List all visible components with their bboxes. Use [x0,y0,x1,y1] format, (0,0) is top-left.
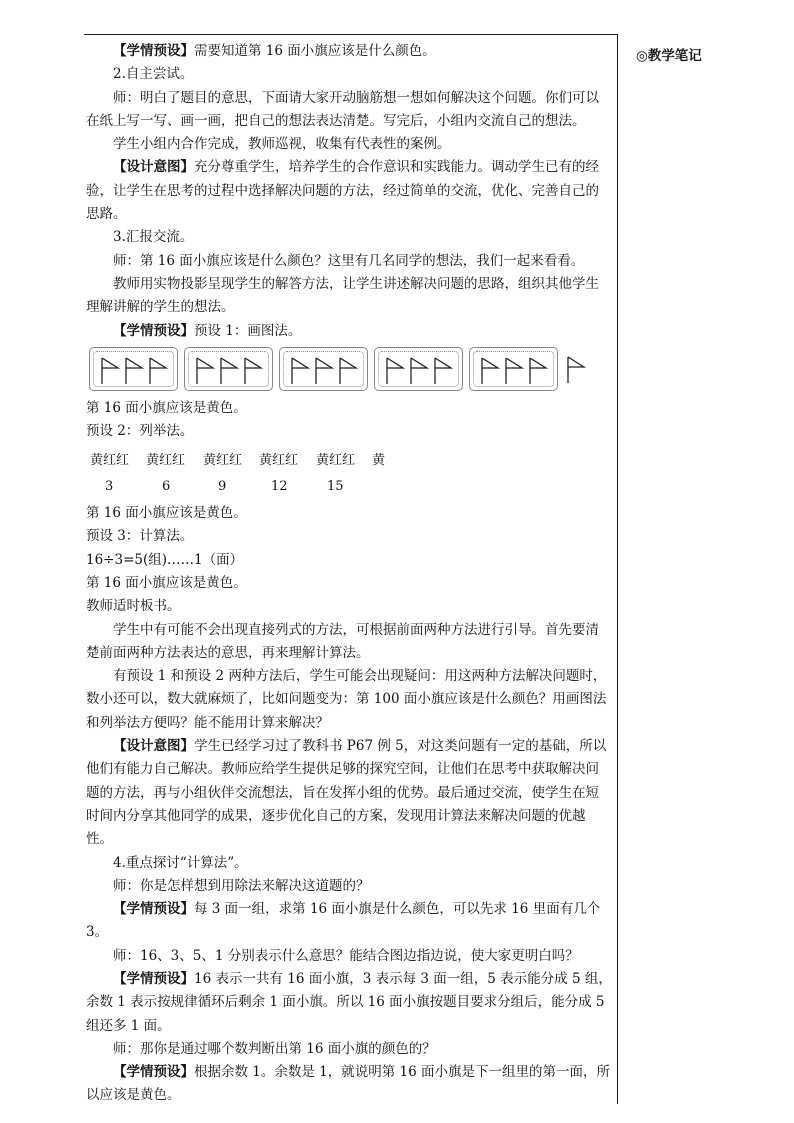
paragraph-13: 预设 3：计算法。 [86,528,194,545]
tag-label: 【设计意图】 [113,738,194,755]
flag-single [564,347,584,391]
paragraph-23: 师：16、3、5、1 分别表示什么意思？能结合图边指边说，使大家更明白吗？ [113,947,579,964]
paragraph-11: 预设 2：列举法。 [86,423,194,440]
paragraph-1: 【学情预设】需要知道第 16 面小旗应该是什么颜色。 [113,43,436,59]
tag-label: 【学情预设】 [113,322,194,339]
top-border [84,34,618,35]
list-item: 黄 [372,453,386,469]
step-4-heading: 4.重点探讨“计算法”。 [113,854,248,871]
tag-label: 【学情预设】 [113,43,194,59]
list-item: 黄红红 [316,453,356,469]
paragraph-21: 师：你是怎样想到用除法来解决这道题的？ [113,877,370,894]
enumeration-row [90,449,612,472]
list-item: 黄红红 [90,453,130,469]
flag-group [89,347,178,391]
flag-icons [193,356,267,386]
paragraph-17: 学生中有可能不会出现直接列式的方法，可根据前面两种方法进行引导。首先要清楚前面两种方法表达的意思，再来理解计算法。 [86,621,599,661]
step-2-heading: 2.自主尝试。 [113,66,194,83]
tag-label: 【设计意图】 [113,159,194,176]
count-value: 15 [327,478,344,494]
lesson-content [86,40,612,1108]
paragraph-25: 师：那你是通过哪个数判断出第 16 面小旗的颜色的？ [113,1040,436,1057]
step-3-heading: 3.汇报交流。 [113,229,194,246]
flag-icon [564,347,586,391]
paragraph-16: 教师适时板书。 [86,598,181,615]
teaching-notes-heading: ◎教学笔记 [636,48,702,64]
flag-group [469,347,558,391]
enumeration-count-row [90,475,612,498]
tag-label: 【学情预设】 [113,1064,194,1081]
flag-icons [288,356,362,386]
flag-group [279,347,368,391]
paragraph-9: 【学情预设】预设 1：画图法。 [113,322,302,339]
paragraph-22: 【学情预设】每 3 面一组，求第 16 面小旗是什么颜色，可以先求 16 里面有几个 3。 [86,901,601,941]
flag-icons [98,356,172,386]
paragraph-4: 学生小组内合作完成，教师巡视，收集有代表性的案例。 [113,136,451,153]
division-equation: 16÷3=5(组)……1（面） [86,551,244,568]
flag-group [184,347,273,391]
paragraph-19: 【设计意图】学生已经学习过了教科书 P67 例 5，对这类问题有一定的基础，所以他们有能力自己解决。教师应给学生提供足够的探究空间，让他们在思考中获取解决问题的方法，再与小组伙伴交流想法，旨在发挥小组的优势。最后通过交流，使学生在短时间内分享其他同学的成果，逐步优化自己的方案，发现用计算法来解决问题的优越性。 [86,738,607,848]
flag-icons [478,356,552,386]
count-value: 3 [105,478,114,494]
count-value: 6 [162,478,171,494]
flag-group [374,347,463,391]
paragraph-18: 有预设 1 和预设 2 两种方法后，学生可能会出现疑问：用这两种方法解决问题时，数小还可以，数大就麻烦了，比如问题变为：第 100 面小旗应该是什么颜色？用画图法和列举法方便吗？能不能用计算来解决？ [86,668,607,731]
paragraph-3: 师：明白了题目的意思，下面请大家开动脑筋想一想如何解决这个问题。你们可以在纸上写一写、画一画，把自己的想法表达清楚。写完后，小组内交流自己的想法。 [86,89,599,129]
flag-drawing [89,347,612,393]
list-item: 黄红红 [259,453,299,469]
column-divider [617,34,618,1104]
tag-label: 【学情预设】 [113,901,194,918]
paragraph-8: 教师用实物投影呈现学生的解答方法，让学生讲述解决问题的思路，组织其他学生理解讲解的学生的想法。 [86,275,599,316]
paragraph-10: 第 16 面小旗应该是黄色。 [86,399,247,416]
paragraph-5: 【设计意图】充分尊重学生，培养学生的合作意识和实践能力。调动学生已有的经验，让学生在思考的过程中选择解决问题的方法，经过简单的交流，优化、完善自己的思路。 [86,159,599,223]
paragraph-12: 第 16 面小旗应该是黄色。 [86,505,247,522]
list-item: 黄红红 [146,453,186,469]
paragraph-24: 【学情预设】16 表示一共有 16 面小旗，3 表示每 3 面一组，5 表示能分成 5 组，余数 1 表示按规律循环后剩余 1 面小旗。所以 16 面小旗按题目要求分组后，能分成 5 组还多 1 面。 [86,970,612,1034]
flag-icons [383,356,457,386]
tag-label: 【学情预设】 [113,970,194,987]
list-item: 黄红红 [203,453,243,469]
paragraph-7: 师：第 16 面小旗应该是什么颜色？这里有几名同学的想法，我们一起来看看。 [113,252,585,269]
paragraph-26: 【学情预设】根据余数 1。余数是 1，就说明第 16 面小旗是下一组里的第一面，所以应该是黄色。 [86,1064,611,1104]
paragraph-15: 第 16 面小旗应该是黄色。 [86,574,247,591]
count-value: 12 [271,478,288,494]
count-value: 9 [218,478,227,494]
